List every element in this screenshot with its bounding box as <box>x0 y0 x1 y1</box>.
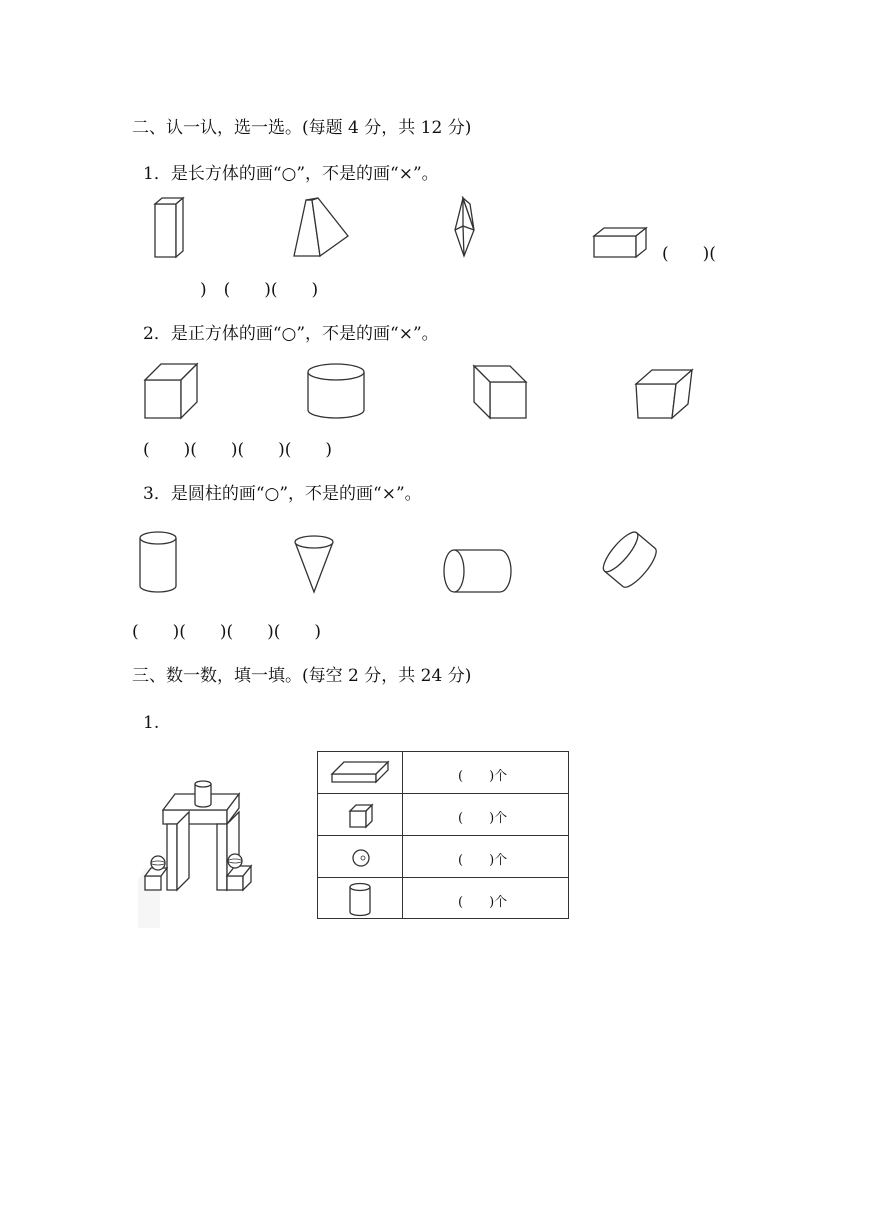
count-blank[interactable]: ( )个 <box>458 895 508 910</box>
question-number: 1. <box>143 713 160 733</box>
flat-box-icon <box>592 226 654 260</box>
table-row-slab <box>318 752 568 794</box>
table-row-cylinder <box>318 878 568 920</box>
count-blank[interactable]: ( )个 <box>458 853 508 868</box>
block-structure-figure <box>135 772 265 928</box>
lying-cylinder-icon <box>442 548 514 594</box>
question-3-answers[interactable]: ( )( )( )( ) <box>132 622 322 642</box>
cube-icon <box>143 362 201 420</box>
short-cylinder-icon <box>306 362 366 420</box>
question-1-answers-2[interactable]: ) ( )( ) <box>200 280 319 300</box>
question-2-answers[interactable]: ( )( )( )( ) <box>143 440 333 460</box>
question-1-prompt: 1．是长方体的画“○”，不是的画“×”。 <box>143 164 439 184</box>
section-heading-3: 三、数一数，填一填。(每空 2 分，共 24 分) <box>132 666 472 686</box>
skewed-cube-icon <box>634 368 696 422</box>
question-3-prompt: 3．是圆柱的画“○”，不是的画“×”。 <box>143 484 422 504</box>
cube-right-icon <box>472 364 530 422</box>
count-table <box>317 751 569 919</box>
tall-rectangular-prism-icon <box>150 196 190 260</box>
question-2-prompt: 2．是正方体的画“○”，不是的画“×”。 <box>143 324 439 344</box>
tilted-cylinder-icon <box>598 528 660 590</box>
cone-icon <box>292 534 336 594</box>
upright-cylinder-icon <box>138 530 178 594</box>
trapezoid-prism-icon <box>290 196 354 260</box>
cuboid-slab-icon <box>330 760 390 786</box>
cylinder-icon <box>348 882 372 918</box>
count-blank[interactable]: ( )个 <box>458 769 508 784</box>
question-1-answers-1[interactable]: ( )( <box>662 244 716 264</box>
section-heading-2: 二、认一认，选一选。(每题 4 分，共 12 分) <box>132 118 472 138</box>
sphere-icon <box>351 848 371 868</box>
diamond-prism-icon <box>450 196 480 260</box>
small-cube-icon <box>348 803 374 829</box>
count-blank[interactable]: ( )个 <box>458 811 508 826</box>
table-row-cube <box>318 794 568 836</box>
table-row-sphere <box>318 836 568 878</box>
